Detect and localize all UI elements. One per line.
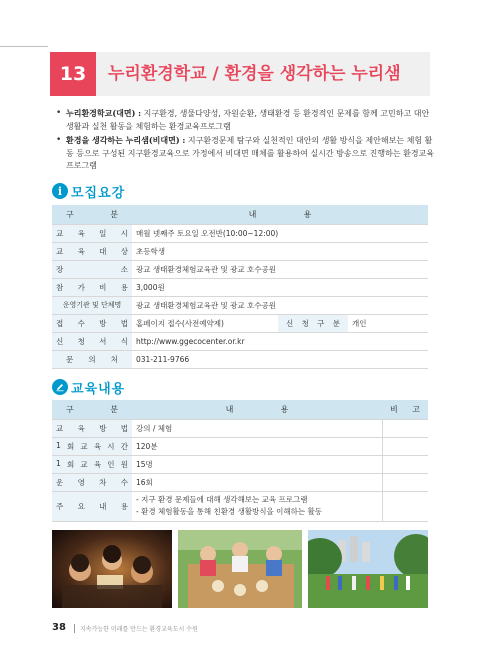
row-value: 광교 생태환경체험교육관 및 광교 호수공원: [132, 260, 428, 278]
label-char: 회: [66, 459, 75, 469]
table-row: [52, 224, 428, 242]
row-value: 홈페이지 접수(사전예약제): [132, 314, 278, 332]
table-header: [52, 400, 428, 419]
intro-item: [56, 134, 436, 173]
label-char: 내: [99, 501, 107, 511]
intro-item: [56, 107, 436, 133]
label-char: 영: [77, 477, 85, 487]
table-row: [52, 260, 428, 278]
label-char: 용: [120, 501, 128, 511]
label-char: 신: [56, 336, 64, 346]
label-char: 대: [99, 246, 107, 256]
label-char: 시: [107, 441, 115, 451]
intro-bullets: [56, 107, 436, 174]
table-row: [52, 278, 428, 296]
label-char: 1: [56, 440, 61, 450]
label-char: 1: [56, 458, 61, 468]
label-char: 주: [56, 501, 64, 511]
label-char: 수: [77, 318, 85, 328]
label-char: 교: [80, 441, 88, 451]
intro-label: 환경을 생각하는 누리샘(비대면) :: [66, 135, 186, 145]
label-char: 분: [332, 318, 340, 328]
table-row: [52, 350, 428, 368]
row-value: 강의 / 체험: [132, 419, 382, 437]
label-char: 육: [77, 246, 85, 256]
top-rule: [0, 46, 48, 47]
photo-park-group: [308, 530, 428, 608]
pencil-icon: [52, 379, 68, 395]
label-char: 시: [120, 228, 128, 238]
footer: [0, 622, 480, 636]
label-char: 인: [107, 459, 115, 469]
label-char: 원: [120, 459, 128, 469]
intro-text: 지구환경문제 탐구와 실천적인 대안의 생활 방식을 제안해보는 체험 활동 등으로 구성된 지구환경교육으로 가정에서 비대면 매체를 활용하여 실시간 방송으로 진행하는 환경교육 프로그램: [66, 136, 435, 170]
label-char: 비: [99, 282, 107, 292]
label-char: 가: [77, 282, 85, 292]
row-label: 운영기관 및 단체명: [52, 296, 132, 314]
note-cell: [382, 437, 428, 455]
row-value: 031-211-9766: [132, 350, 428, 368]
row-value: 광교 생태환경체험교육관 및 광교 호수공원: [132, 296, 428, 314]
header-char: 내: [225, 404, 234, 414]
recruit-table: [52, 205, 428, 369]
label-char: 신: [286, 318, 294, 328]
label-char: 식: [120, 336, 128, 346]
label-char: 법: [120, 423, 128, 433]
header-char: 내: [248, 209, 257, 219]
table-row: [52, 491, 428, 521]
label-char: 방: [99, 318, 107, 328]
recruit-heading: [52, 181, 125, 201]
label-char: 육: [77, 228, 85, 238]
label-char: 교: [56, 246, 64, 256]
edu-heading: [52, 377, 125, 397]
edu-table: [52, 400, 428, 522]
header-char: 비: [390, 404, 398, 414]
label-char: 청: [301, 318, 309, 328]
section-number: 13: [50, 52, 96, 96]
note-cell: [382, 473, 428, 491]
label-char: 교: [56, 228, 64, 238]
row-value: 초등학생: [132, 242, 428, 260]
label-char: 접: [56, 318, 64, 328]
table-row: [52, 314, 428, 332]
row-value: [132, 491, 382, 521]
note-cell: [382, 491, 428, 521]
table-row: [52, 455, 428, 473]
header-char: 고: [412, 404, 420, 414]
row-value: 120분: [132, 437, 382, 455]
table-header: [52, 205, 428, 224]
table-row: [52, 473, 428, 491]
header-char: 분: [110, 404, 118, 414]
content-line: - 지구 환경 문제들에 대해 생각해보는 교육 프로그램: [136, 495, 308, 504]
row-value: 16회: [132, 473, 382, 491]
photo-indoor-activity: [52, 530, 172, 608]
label-char: 처: [110, 354, 118, 364]
label-char: 방: [99, 423, 107, 433]
row-value: 3,000원: [132, 278, 428, 296]
label-char: 육: [93, 459, 102, 469]
table-row: [52, 242, 428, 260]
table-row: [52, 332, 428, 350]
label-char: 소: [120, 264, 128, 274]
label-char: 장: [56, 264, 64, 274]
label-char: 상: [120, 246, 128, 256]
content-line: - 환경 체험활동을 통해 친환경 생활방식을 이해하는 활동: [136, 507, 323, 516]
label-char: 차: [99, 477, 107, 487]
table-row: [52, 419, 428, 437]
header-char: 용: [280, 404, 289, 414]
table-row: [52, 437, 428, 455]
page-title: 누리환경학교 / 환경을 생각하는 누리샘: [108, 64, 401, 84]
row-value: 15명: [132, 455, 382, 473]
info-icon: i: [52, 183, 68, 199]
label-char: 교: [56, 423, 64, 433]
label-char: 수: [120, 477, 128, 487]
label-char: 서: [99, 336, 107, 346]
intro-label: 누리환경학교(대면) :: [66, 108, 142, 118]
label-char: 법: [120, 318, 128, 328]
label-char: 용: [120, 282, 128, 292]
label-char: 참: [56, 282, 64, 292]
label-char: 육: [77, 423, 85, 433]
table-row: [52, 296, 428, 314]
label-char: 회: [66, 441, 75, 451]
label-char: 청: [77, 336, 85, 346]
website-link[interactable]: http://www.ggecocenter.or.kr: [132, 332, 428, 350]
footer-divider: [74, 624, 75, 633]
label-char: 교: [80, 459, 88, 469]
label-char: 의: [88, 354, 96, 364]
photo-strip: [52, 530, 428, 608]
header-char: 용: [303, 209, 312, 219]
note-cell: [382, 419, 428, 437]
page-number: 38: [52, 622, 66, 633]
photo-craft-activity: [178, 530, 302, 608]
intro-text: 지구환경, 생물다양성, 자원순환, 생태환경 등 환경적인 문제를 함께 고민하고 대안 생활과 실천 활동을 체험하는 환경교육프로그램: [66, 109, 430, 131]
title-bar: [50, 52, 430, 96]
label-char: 운: [56, 477, 64, 487]
footer-text: 지속가능한 미래를 만드는 환경교육도시 수원: [80, 626, 198, 633]
row-value: 매월 넷째주 토요일 오전반(10:00~12:00): [132, 224, 428, 242]
header-char: 구: [66, 404, 74, 414]
row-subvalue: 개인: [348, 314, 428, 332]
label-char: 요: [77, 501, 85, 511]
label-char: 일: [99, 228, 107, 238]
label-char: 간: [120, 441, 128, 451]
label-char: 문: [66, 354, 74, 364]
label-char: 구: [317, 318, 325, 328]
edu-heading-text: 교육내용: [71, 381, 126, 397]
recruit-heading-text: 모집요강: [71, 185, 126, 201]
note-cell: [382, 455, 428, 473]
label-char: 육: [93, 441, 102, 451]
header-char: 구: [66, 209, 74, 219]
header-char: 분: [110, 209, 118, 219]
